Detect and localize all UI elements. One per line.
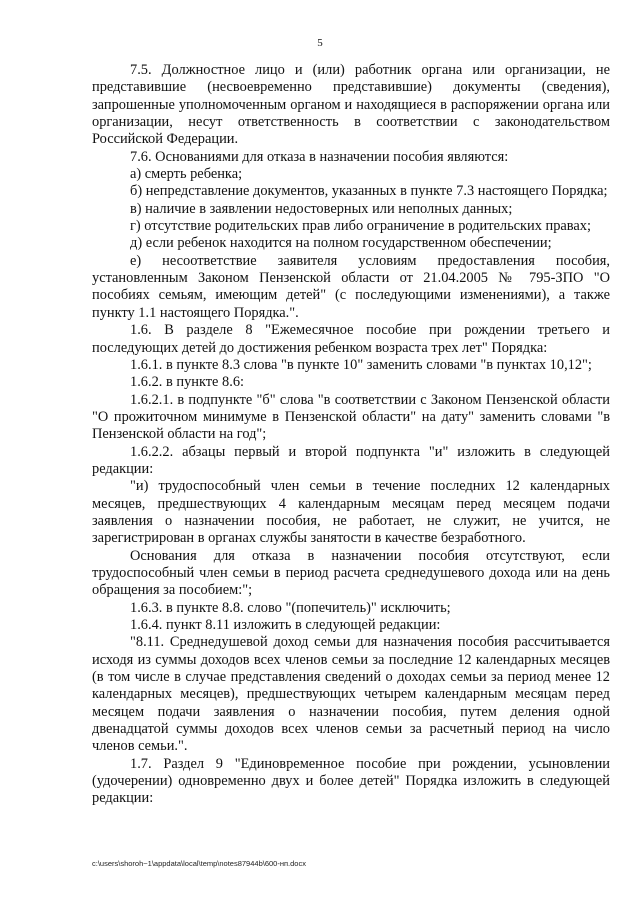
list-item-d: д) если ребенок находится на полном государственном обеспечении; xyxy=(130,235,552,252)
paragraph-1-6-2-2: 1.6.2.2. абзацы первый и второй подпункта "и" изложить в следующей редакции: xyxy=(92,443,610,477)
quoted-subparagraph-i: "и) трудоспособный член семьи в течение последних 12 календарных месяцев, предшествующих 4 календарным месяцам перед месяцем подачи заявления о назначении пособия, не работает, не служит, не учится, не зарегистрирован в органах службы занятости в качестве безработного. xyxy=(92,478,610,547)
list-item-a: а) смерть ребенка; xyxy=(130,166,243,183)
quoted-refusal-grounds: Основания для отказа в назначении пособия отсутствуют, если трудоспособный член семьи в период расчета среднедушевого дохода или на день обращения за пособием:"; xyxy=(92,547,610,599)
quoted-paragraph-8-11: "8.11. Среднедушевой доход семьи для назначения пособия рассчитывается исходя из суммы доходов всех членов семьи за последние 12 календарных месяцев (в том числе в случае представления сведений о доходах семьи за период менее 12 календарных месяцев), предшествующих четырем календарным месяцам перед месяцем подачи заявления о назначении пособия, путем деления одной двенадцатой суммы доходов всех членов семьи за расчетный период на число членов семьи.". xyxy=(92,634,610,755)
paragraph-1-7: 1.7. Раздел 9 "Единовременное пособие при рождении, усыновлении (удочерении) одновременно двух и более детей" Порядка изложить в следующей редакции: xyxy=(92,755,610,807)
paragraph-1-6-2: 1.6.2. в пункте 8.6: xyxy=(130,374,245,391)
paragraph-1-6: 1.6. В разделе 8 "Ежемесячное пособие при рождении третьего и последующих детей до достижения ребенком возраста трех лет" Порядка: xyxy=(92,322,610,356)
list-item-g: г) отсутствие родительских прав либо ограничение в родительских правах; xyxy=(130,218,591,235)
paragraph-1-6-2-1: 1.6.2.1. в подпункте "б" слова "в соответствии с Законом Пензенской области "О прожиточном минимуме в Пензенской области" на дату" заменить словами "в Пензенской области на год"; xyxy=(92,391,610,443)
paragraph-1-6-4: 1.6.4. пункт 8.11 изложить в следующей редакции: xyxy=(130,617,441,633)
list-item-v: в) наличие в заявлении недостоверных или неполных данных; xyxy=(130,200,513,217)
list-item-e: е) несоответствие заявителя условиям предоставления пособия, установленным Законом Пензенской области от 21.04.2005 № 795-ЗПО "О пособиях семьям, имеющим детей" (с последующими изменениями), а также пункту 1.1 настоящего Порядка.". xyxy=(92,252,610,321)
footer-file-path: c:\users\shoroh~1\appdata\local\temp\notes87944b\600-нп.docx xyxy=(92,859,306,868)
paragraph-7-6: 7.6. Основаниями для отказа в назначении пособия являются: xyxy=(130,148,509,165)
page-number: 5 xyxy=(317,37,323,49)
paragraph-1-6-3: 1.6.3. в пункте 8.8. слово "(попечитель)" исключить; xyxy=(130,599,451,616)
document-body xyxy=(92,62,610,808)
paragraph-1-6-1: 1.6.1. в пункте 8.3 слова "в пункте 10" заменить словами "в пунктах 10,12"; xyxy=(130,356,592,373)
paragraph-7-5: 7.5. Должностное лицо и (или) работник органа или организации, не представившие (несвоевременно представившие) документы (сведения), запрошенные уполномоченным органом и находящиеся в распоряжении органа или организации, несут ответственность в соответствии с законодательством Российской Федерации. xyxy=(92,62,610,148)
list-item-b: б) непредставление документов, указанных в пункте 7.3 настоящего Порядка; xyxy=(130,183,608,200)
